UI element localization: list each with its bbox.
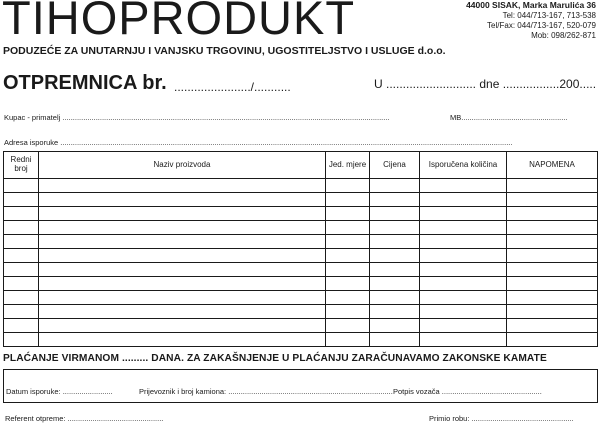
delivery-box <box>3 369 598 403</box>
table-row <box>4 291 598 305</box>
table-cell[interactable] <box>420 319 507 333</box>
table-cell[interactable] <box>370 333 420 347</box>
table-cell[interactable] <box>370 305 420 319</box>
company-address: 44000 SISAK, Marka Marulića 36 <box>466 0 596 10</box>
table-cell[interactable] <box>39 179 326 193</box>
table-cell[interactable] <box>326 221 370 235</box>
column-header-ordinal: Redni broj <box>4 152 39 179</box>
place-date-field[interactable]: U ........................... dne .................200..... <box>374 77 597 91</box>
table-cell[interactable] <box>420 179 507 193</box>
table-cell[interactable] <box>507 207 598 221</box>
table-cell[interactable] <box>4 221 39 235</box>
referent-field[interactable]: Referent otpreme: .............................................. <box>5 414 164 423</box>
table-cell[interactable] <box>39 207 326 221</box>
table-cell[interactable] <box>507 249 598 263</box>
table-cell[interactable] <box>326 235 370 249</box>
company-mobile: Mob: 098/262-871 <box>531 31 596 40</box>
table-cell[interactable] <box>326 249 370 263</box>
table-row <box>4 249 598 263</box>
table-cell[interactable] <box>507 305 598 319</box>
company-fax: Tel/Fax: 044/713-167, 520-079 <box>487 21 596 30</box>
table-cell[interactable] <box>420 291 507 305</box>
table-cell[interactable] <box>420 193 507 207</box>
table-row <box>4 235 598 249</box>
table-cell[interactable] <box>370 263 420 277</box>
table-cell[interactable] <box>370 179 420 193</box>
driver-signature-field[interactable]: Potpis vozača ................................................ <box>393 387 542 396</box>
table-row <box>4 193 598 207</box>
table-cell[interactable] <box>39 319 326 333</box>
table-cell[interactable] <box>39 263 326 277</box>
column-header-unit: Jed. mjere <box>326 152 370 179</box>
table-cell[interactable] <box>326 305 370 319</box>
table-row <box>4 333 598 347</box>
table-cell[interactable] <box>326 193 370 207</box>
table-cell[interactable] <box>39 291 326 305</box>
table-cell[interactable] <box>420 249 507 263</box>
table-cell[interactable] <box>420 333 507 347</box>
table-cell[interactable] <box>507 291 598 305</box>
table-cell[interactable] <box>326 263 370 277</box>
table-cell[interactable] <box>326 277 370 291</box>
table-cell[interactable] <box>326 333 370 347</box>
delivery-address-field[interactable]: Adresa isporuke ......................................................................................................................................................................................................................... <box>4 138 513 147</box>
table-cell[interactable] <box>4 291 39 305</box>
table-cell[interactable] <box>420 305 507 319</box>
table-cell[interactable] <box>420 277 507 291</box>
table-cell[interactable] <box>507 221 598 235</box>
table-cell[interactable] <box>507 333 598 347</box>
table-cell[interactable] <box>4 263 39 277</box>
table-cell[interactable] <box>4 277 39 291</box>
table-cell[interactable] <box>370 221 420 235</box>
column-header-remark: NAPOMENA <box>507 152 598 179</box>
table-row <box>4 319 598 333</box>
table-cell[interactable] <box>39 305 326 319</box>
table-cell[interactable] <box>370 193 420 207</box>
company-description: PODUZEĆE ZA UNUTARNJU I VANJSKU TRGOVINU, UGOSTITELJSTVO I USLUGE d.o.o. <box>3 45 446 57</box>
received-field[interactable]: Primio robu: ................................................. <box>429 414 574 423</box>
table-cell[interactable] <box>4 333 39 347</box>
table-cell[interactable] <box>326 179 370 193</box>
table-cell[interactable] <box>39 221 326 235</box>
buyer-field[interactable]: Kupac - primatelj ............................................................................................................................................................. <box>4 113 390 122</box>
table-row <box>4 221 598 235</box>
table-cell[interactable] <box>326 319 370 333</box>
table-cell[interactable] <box>420 207 507 221</box>
table-cell[interactable] <box>420 221 507 235</box>
table-row <box>4 263 598 277</box>
table-cell[interactable] <box>420 235 507 249</box>
table-cell[interactable] <box>39 249 326 263</box>
brand-logo-text: TIHOPRODUKT <box>2 0 356 44</box>
table-cell[interactable] <box>39 277 326 291</box>
table-cell[interactable] <box>507 319 598 333</box>
table-cell[interactable] <box>507 193 598 207</box>
company-phone: Tel: 044/713-167, 713-538 <box>502 11 596 20</box>
table-cell[interactable] <box>370 319 420 333</box>
payment-terms: PLAĆANJE VIRMANOM ......... DANA. ZA ZAKAŠNJENJE U PLAĆANJU ZARAČUNAVAMO ZAKONSKE KAMATE <box>3 353 547 364</box>
table-cell[interactable] <box>4 305 39 319</box>
table-row <box>4 179 598 193</box>
table-row <box>4 277 598 291</box>
table-cell[interactable] <box>39 235 326 249</box>
table-cell[interactable] <box>4 249 39 263</box>
table-row <box>4 207 598 221</box>
table-cell[interactable] <box>4 319 39 333</box>
column-header-price: Cijena <box>370 152 420 179</box>
table-header-row <box>4 152 598 179</box>
column-header-quantity: Isporučena količina <box>420 152 507 179</box>
table-cell[interactable] <box>507 263 598 277</box>
table-cell[interactable] <box>507 277 598 291</box>
table-cell[interactable] <box>4 207 39 221</box>
table-cell[interactable] <box>370 235 420 249</box>
document-title: OTPREMNICA br. <box>3 72 167 94</box>
table-cell[interactable] <box>39 333 326 347</box>
table-cell[interactable] <box>4 235 39 249</box>
table-cell[interactable] <box>370 249 420 263</box>
document-number-field[interactable]: ......................./........... <box>174 80 291 94</box>
delivery-date-field[interactable]: Datum isporuke: ........................ <box>6 387 113 396</box>
table-cell[interactable] <box>39 193 326 207</box>
table-cell[interactable] <box>370 291 420 305</box>
table-cell[interactable] <box>507 179 598 193</box>
table-cell[interactable] <box>4 193 39 207</box>
table-cell[interactable] <box>420 263 507 277</box>
table-cell[interactable] <box>370 207 420 221</box>
carrier-field[interactable]: Prijevoznik i broj kamiona: ............................................................................... <box>139 387 393 396</box>
table-cell[interactable] <box>326 207 370 221</box>
table-cell[interactable] <box>4 179 39 193</box>
table-row <box>4 305 598 319</box>
column-header-product-name: Naziv proizvoda <box>39 152 326 179</box>
table-cell[interactable] <box>507 235 598 249</box>
mb-field[interactable]: MB................................................... <box>450 113 568 122</box>
table-cell[interactable] <box>326 291 370 305</box>
items-table <box>3 151 598 347</box>
table-cell[interactable] <box>370 277 420 291</box>
